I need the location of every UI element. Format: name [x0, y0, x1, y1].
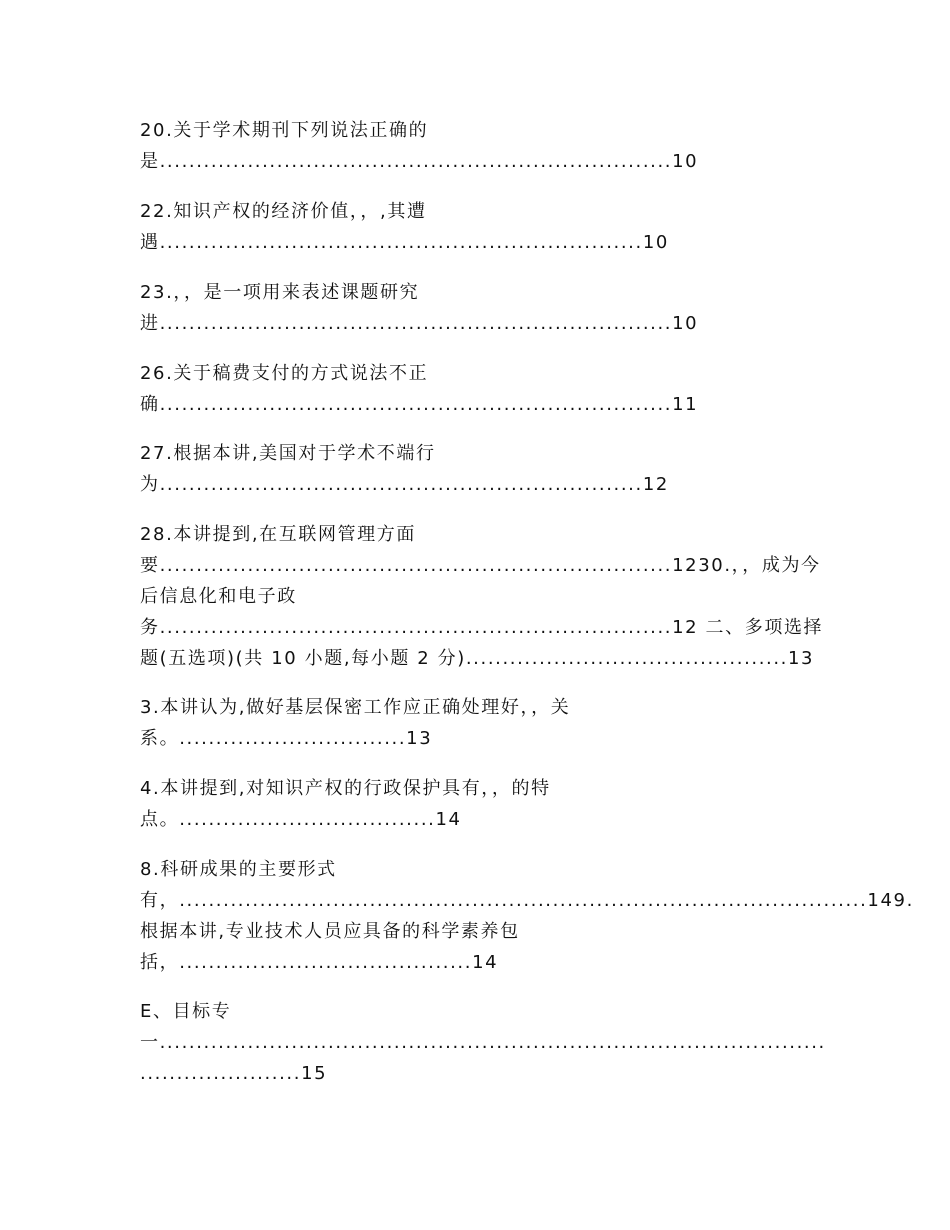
toc-entry-e-page: ......................15 [140, 1063, 328, 1084]
toc-entry-26-title: 26.关于稿费支付的方式说法不正 [140, 363, 429, 384]
toc-entry-27-title: 27.根据本讲,美国对于学术不端行 [140, 443, 436, 464]
toc-section-multiple-choice: 题(五选项)(共 10 小题,每小题 2 分)............................................13 [140, 648, 815, 669]
toc-entry-20-title: 20.关于学术期刊下列说法正确的 [140, 120, 429, 141]
toc-entry-23-title: 23.，，是一项用来表述课题研究 [140, 282, 420, 303]
toc-entry-22-title: 22.知识产权的经济价值，，,其遭 [140, 201, 427, 222]
toc-entry-27-page: 为..................................................................12 [140, 474, 669, 495]
toc-entry-30-title: 后信息化和电子政 [140, 586, 297, 607]
toc-entry-m8-page: 有，..............................................................................................149. [140, 890, 914, 911]
toc-entry-m3-title: 3.本讲认为,做好基层保密工作应正确处理好，，关 [140, 697, 571, 718]
toc-entry-m3-page: 系。...............................13 [140, 728, 433, 749]
toc-entry-m9-title: 根据本讲,专业技术人员应具备的科学素养包 [140, 921, 520, 942]
toc-entry-26-page: 确......................................................................11 [140, 394, 699, 415]
toc-entry-m4-page: 点。...................................14 [140, 809, 462, 830]
toc-entry-e-title: E、目标专 [140, 1001, 232, 1022]
toc-entry-m9-page: 括，........................................14 [140, 952, 499, 973]
toc-entry-e-leader: 一........................................................................................... [140, 1032, 826, 1053]
toc-entry-22-page: 遇..................................................................10 [140, 232, 669, 253]
toc-entry-m8-title: 8.科研成果的主要形式 [140, 859, 337, 880]
toc-entry-30-page: 务......................................................................12 二、多项选择 [140, 617, 824, 638]
toc-entry-20-page: 是......................................................................10 [140, 151, 699, 172]
toc-entry-23-page: 进......................................................................10 [140, 313, 699, 334]
toc-entry-m4-title: 4.本讲提到,对知识产权的行政保护具有，，的特 [140, 778, 551, 799]
toc-entry-28-page: 要......................................................................1230.，，成为今 [140, 555, 821, 576]
toc-entry-28-title: 28.本讲提到,在互联网管理方面 [140, 524, 416, 545]
